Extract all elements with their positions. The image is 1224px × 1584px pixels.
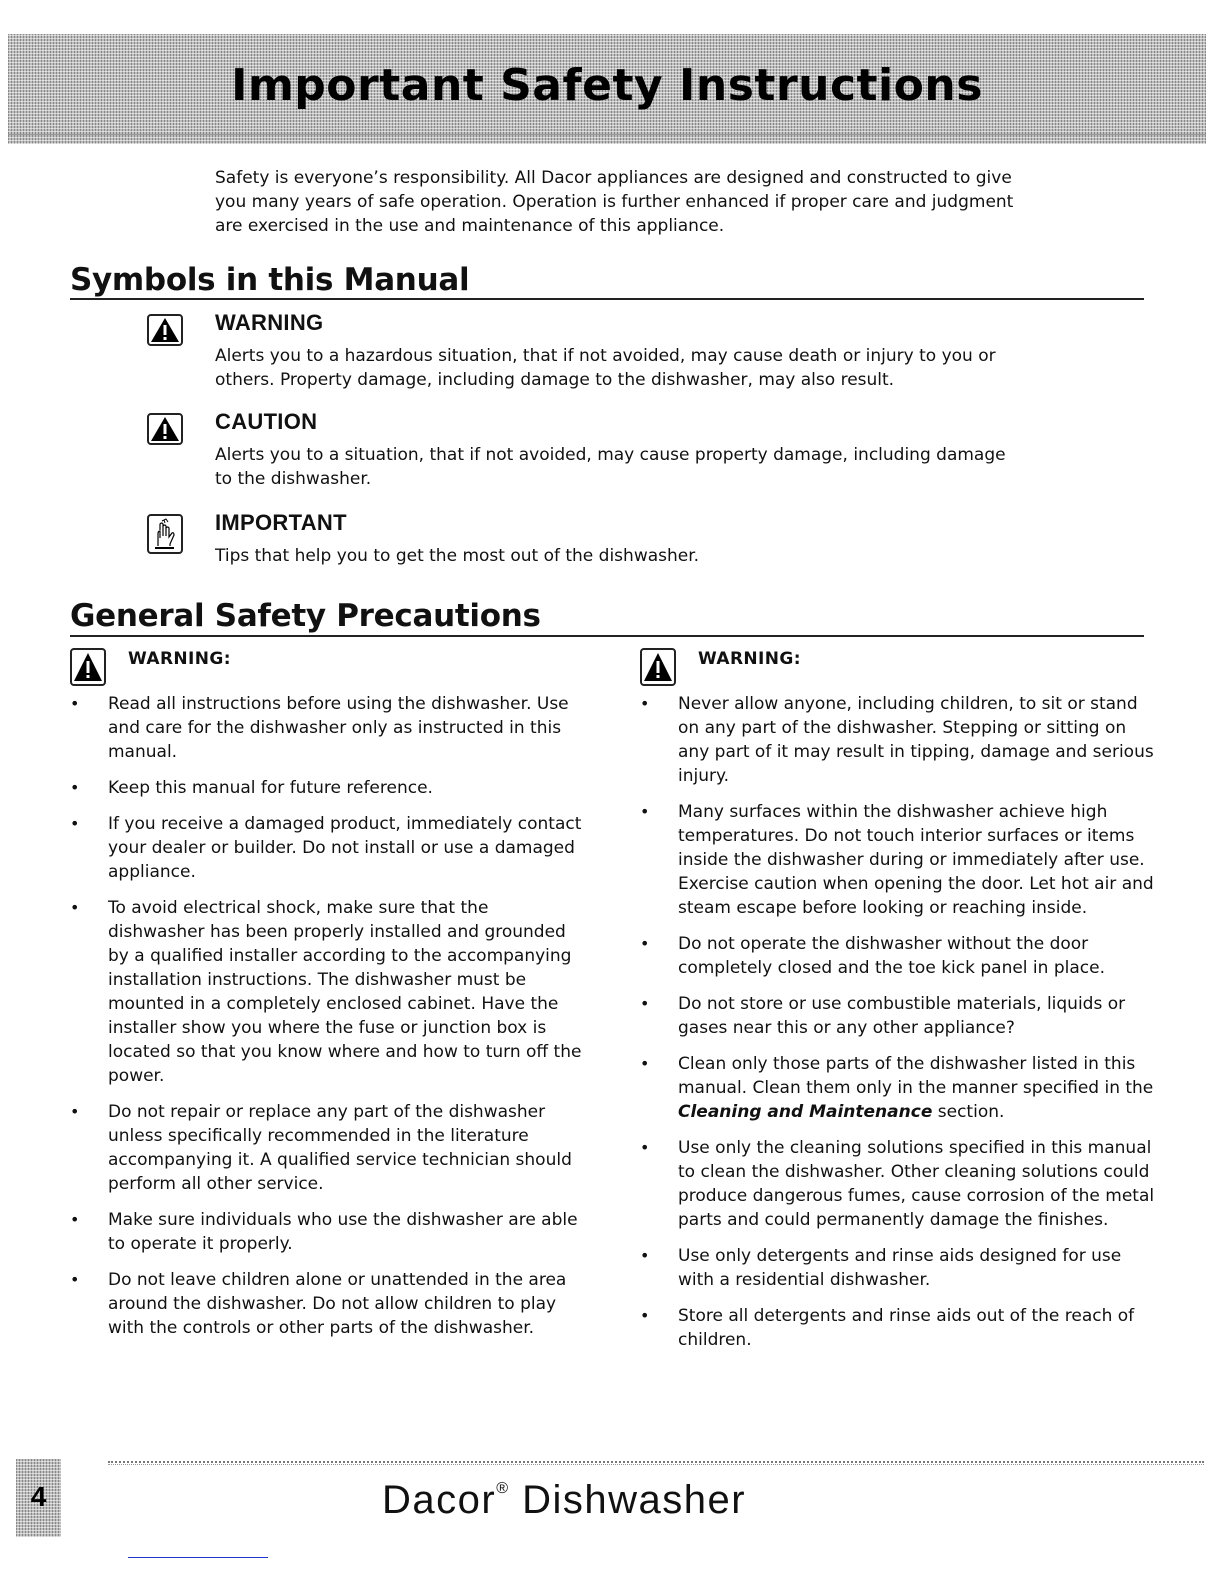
precautions-left-column [70, 648, 590, 1352]
banner-band [8, 134, 1206, 144]
banner-title: Important Safety Instructions [231, 60, 983, 111]
list-item: • Make sure individuals who use the dishwasher are able to operate it properly. [70, 1208, 590, 1256]
list-item: • Many surfaces within the dishwasher achieve high temperatures. Do not touch interior surfaces or items inside the dishwasher during or immediately after use. Exercise caution when opening the door. Let hot air and steam escape before looking or reaching inside. [640, 800, 1160, 920]
list-item: • Do not repair or replace any part of the dishwasher unless specifically recommended in the literature accompanying it. A qualified service technician should perform all other service. [70, 1100, 590, 1196]
warning-list [70, 692, 590, 1340]
list-item: • Use only detergents and rinse aids designed for use with a residential dishwasher. [640, 1244, 1160, 1292]
list-item: • To avoid electrical shock, make sure that the dishwasher has been properly installed and grounded by a qualified installer according to the accompanying installation instructions. The dishwasher must be mounted in a completely enclosed cabinet. Have the installer show you where the fuse or junction box is located so that you know where and how to turn off the power. [70, 896, 590, 1088]
warning-triangle-icon [147, 314, 183, 346]
list-item: • Read all instructions before using the dishwasher. Use and care for the dishwasher only as instructed in this manual. [70, 692, 590, 764]
precautions-heading-rule [70, 635, 1144, 637]
list-item: • Do not operate the dishwasher without the door completely closed and the toe kick panel in place. [640, 932, 1160, 980]
list-item: • Do not leave children alone or unattended in the area around the dishwasher. Do not allow children to play with the controls or other parts of the dishwasher. [70, 1268, 590, 1340]
symbols-heading: Symbols in this Manual [70, 262, 470, 298]
page-banner [8, 34, 1206, 144]
list-item: • If you receive a damaged product, immediately contact your dealer or builder. Do not install or use a damaged appliance. [70, 812, 590, 884]
list-item: • Store all detergents and rinse aids out of the reach of children. [640, 1304, 1160, 1352]
symbol-description: Alerts you to a situation, that if not avoided, may cause property damage, including damage to the dishwasher. [215, 445, 1006, 489]
text: section. [932, 1102, 1005, 1122]
brand-name: Dacor [382, 1478, 497, 1522]
list-item: • Never allow anyone, including children, to sit or stand on any part of the dishwasher. Stepping or sitting on any part of it may result in tipping, damage and serious injury. [640, 692, 1160, 788]
symbol-description: Tips that help you to get the most out of the dishwasher. [215, 546, 700, 566]
text: Clean only those parts of the dishwasher listed in this manual. Clean them only in the manner specified in the [678, 1054, 1154, 1098]
section-reference-cleaning-maintenance: Cleaning and Maintenance [678, 1102, 933, 1122]
list-item: • Use only the cleaning solutions specified in this manual to clean the dishwasher. Other cleaning solutions could produce dangerous fumes, cause corrosion of the metal parts and could permanently damage the finishes. [640, 1136, 1160, 1232]
warning-label: WARNING: [128, 649, 231, 669]
symbols-heading-rule [70, 298, 1144, 300]
page-number: 4 [30, 1481, 47, 1512]
footer-rule [108, 1461, 1204, 1465]
precautions-right-column [640, 648, 1160, 1364]
finger-string-reminder-icon [147, 514, 183, 554]
list-item [640, 1052, 1160, 1124]
page-number-box [16, 1459, 61, 1537]
warning-triangle-icon [640, 648, 676, 686]
product-name: Dishwasher [509, 1478, 747, 1522]
registered-mark: ® [496, 1480, 510, 1497]
warning-triangle-icon [70, 648, 106, 686]
warning-triangle-icon [147, 413, 183, 445]
list-item: • Do not store or use combustible materials, liquids or gases near this or any other appliance? [640, 992, 1160, 1040]
intro-paragraph: Safety is everyone’s responsibility. All Dacor appliances are designed and constructed to give you many years of safe operation. Operation is further enhanced if proper care and judgment are exercised in the use and maintenance of this appliance. [215, 168, 1014, 236]
warning-list [640, 692, 1160, 1352]
list-item: • Keep this manual for future reference. [70, 776, 590, 800]
warning-label: WARNING: [698, 649, 801, 669]
footer-link-underline[interactable] [128, 1557, 268, 1558]
symbol-title: WARNING [215, 310, 324, 335]
symbol-description: Alerts you to a hazardous situation, that if not avoided, may cause death or injury to you or others. Property damage, including damage to the dishwasher, may also result. [215, 346, 996, 390]
precautions-heading: General Safety Precautions [70, 598, 541, 634]
footer-brand [382, 1478, 746, 1523]
symbol-title: IMPORTANT [215, 510, 347, 535]
symbol-title: CAUTION [215, 409, 318, 434]
